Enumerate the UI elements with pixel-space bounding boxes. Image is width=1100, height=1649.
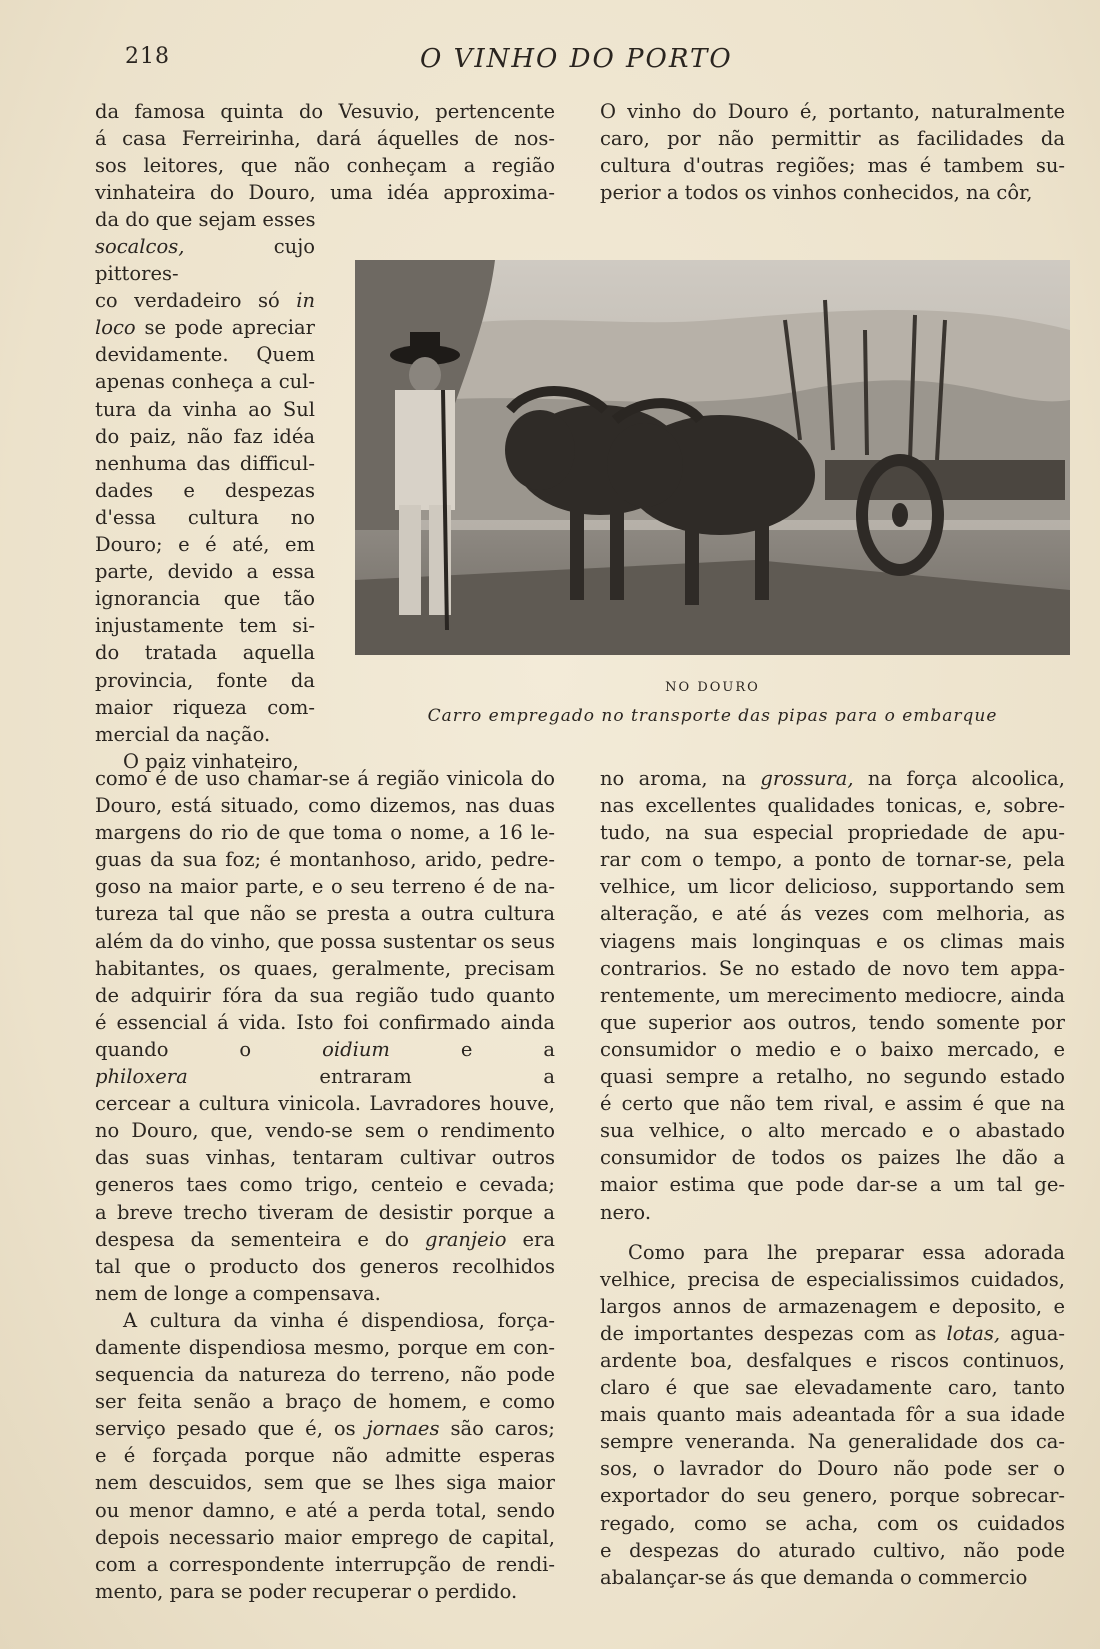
text-segment: cujo pittores- [95,235,315,286]
text-segment: A cultura da vinha é dispendiosa, força- [123,1308,555,1332]
text-line [95,423,315,450]
text-segment: cercear a cultura vinicola. Lavradores houve, [95,1092,555,1116]
page-number: 218 [125,44,170,69]
text-segment: é certo que não tem rival, e assim é que na [600,1092,1065,1116]
text-segment: regado, como se acha, com os cuidados [600,1511,1065,1535]
text-line: da famosa quinta do Vesuvio, pertencente [95,100,555,123]
text-segment: nem descuidos, sem que se lhes siga maior [95,1471,555,1495]
text-line [95,955,555,982]
text-line [95,1388,555,1415]
text-segment: abalançar-se ás que demanda o commercio [600,1565,1028,1589]
text-line [600,1537,1065,1564]
text-line [95,1415,555,1442]
text-segment: apenas conheça a cul- [95,370,315,394]
text-segment: largos annos de armazenagem e deposito, e [600,1294,1065,1318]
text-line [95,873,555,900]
text-line [600,1144,1065,1171]
text-segment: alteração, e até ás vezes com melhoria, as [600,902,1065,926]
text-line: vinhateira do Douro, uma idéa approxima- [95,181,555,205]
text-line [600,765,1065,792]
text-segment: nero. [600,1200,652,1224]
text-segment: rar com o tempo, a ponto de tornar-se, pela [600,848,1065,872]
italic-text: loco [95,316,136,340]
text-line [600,1171,1065,1198]
text-segment: de adquirir fóra da sua região tudo quanto [95,983,555,1007]
text-line [600,1455,1065,1482]
text-segment: margens do rio de que toma o nome, a 16 le- [95,821,555,845]
text-segment: exportador do seu genero, porque sobrecar- [600,1484,1065,1508]
text-line [600,1226,1065,1239]
column-right-top [600,98,1065,206]
text-line [95,928,555,955]
column-right-bottom [600,765,1065,1591]
text-line [600,955,1065,982]
text-line [95,1253,555,1280]
text-line [600,1117,1065,1144]
text-segment: e é forçada porque não admitte esperas [95,1444,555,1468]
text-line: da do que sejam esses [95,208,316,232]
italic-text: philoxera [95,1065,188,1089]
text-line [95,233,315,287]
text-segment: goso na maior parte, e o seu terreno é de na- [95,875,555,899]
text-segment: e despezas do aturado cultivo, não pode [600,1538,1065,1562]
text-segment: maior estima que pode dar-se a um tal ge- [600,1173,1065,1197]
text-segment: provincia, fonte da [95,668,315,692]
text-segment: viagens mais longinquas e os climas mais [600,929,1065,953]
text-line [600,819,1065,846]
text-line [95,819,555,846]
text-segment: tureza tal que não se presta a outra cultura [95,902,555,926]
text-line [95,1009,555,1036]
text-segment: do tratada aquella [95,641,315,665]
text-line [95,1171,555,1198]
text-segment: nenhuma das difficul- [95,451,315,475]
italic-text: oidium [322,1037,390,1061]
text-line [95,1334,555,1361]
text-segment: sequencia da natureza do terreno, não pode [95,1363,555,1387]
text-segment: quasi sempre a retalho, no segundo estado [600,1065,1065,1089]
text-segment: velhice, um licor delicioso, supportando sem [600,875,1065,899]
text-line [600,1347,1065,1374]
text-segment: quando o [95,1037,323,1061]
text-segment: no aroma, na [600,767,761,790]
text-line [95,477,315,504]
text-line [95,982,555,1009]
italic-text: socalcos, [95,235,185,258]
text-line [600,1374,1065,1401]
text-segment: como é de uso chamar-se á região vinicola do [95,767,555,790]
text-line [95,531,315,558]
text-segment: Douro, está situado, como dizemos, nas duas [95,794,555,818]
text-line [95,1551,555,1578]
text-segment: O paiz vinhateiro, [123,749,299,773]
text-line [600,1401,1065,1428]
text-line [600,1090,1065,1117]
text-line [95,667,315,694]
text-segment: ignorancia que tão [95,587,315,611]
text-line [600,1293,1065,1320]
text-segment: a breve trecho tiveram de desistir porque a [95,1200,555,1224]
text-line [600,1239,1065,1266]
photo-illustration [355,260,1070,655]
text-line [600,928,1065,955]
text-segment: mais quanto mais adeantada fôr a sua idade [600,1403,1065,1427]
text-segment: e a [389,1037,555,1061]
text-line [600,1199,1065,1226]
text-line [95,504,315,531]
text-segment: são caros; [439,1417,555,1441]
text-segment: é essencial á vida. Isto foi confirmado ainda [95,1010,555,1034]
text-line: sos leitores, que não conheçam a região [95,154,555,178]
text-line [600,1063,1065,1090]
text-line [95,314,315,341]
text-line [95,721,315,748]
italic-text: jornaes [366,1417,440,1441]
text-line: cultura d'outras regiões; mas é tambem su- [600,154,1065,178]
text-line [600,1036,1065,1063]
text-segment: das suas vinhas, tentaram cultivar outros [95,1146,555,1170]
text-line [95,585,315,612]
text-line: O vinho do Douro é, portanto, naturalmente [600,100,1065,123]
text-line [95,287,315,314]
running-title: O VINHO DO PORTO [420,44,733,74]
text-segment: velhice, precisa de especialissimos cuidados, [600,1267,1065,1291]
text-line [95,792,555,819]
text-line [95,846,555,873]
text-segment: de importantes despezas com as [600,1321,947,1345]
text-line [95,1144,555,1171]
text-line [95,1036,555,1063]
text-segment: injustamente tem si- [95,614,315,638]
text-segment: sempre veneranda. Na generalidade dos ca- [600,1430,1065,1454]
italic-text: lotas, [946,1321,1001,1345]
text-line: á casa Ferreirinha, dará áquelles de nos- [95,127,555,151]
text-segment: Como para lhe preparar essa adorada [628,1240,1065,1264]
text-segment: generos taes como trigo, centeio e cevada; [95,1173,555,1197]
column-left-bottom [95,765,555,1605]
text-line [95,765,555,792]
text-line [95,639,315,666]
text-line [600,1510,1065,1537]
text-line [95,1578,555,1605]
italic-text: granjeio [425,1227,507,1251]
text-segment: ou menor damno, e até a perda total, sendo [95,1498,555,1522]
text-segment: serviço pesado que é, os [95,1417,367,1441]
text-segment: mercial da nação. [95,722,271,746]
text-line [600,1482,1065,1509]
text-segment: maior riqueza com- [95,695,315,719]
text-segment: mento, para se poder recuperar o perdido. [95,1579,518,1603]
text-line [95,368,315,395]
text-segment: d'essa cultura no [95,505,315,529]
text-line [95,900,555,927]
column-left-narrow [95,233,315,775]
text-segment: depois necessario maior emprego de capital, [95,1525,555,1549]
text-segment: tal que o producto dos generos recolhidos [95,1254,555,1278]
text-line [95,558,315,585]
text-line [95,612,315,639]
text-line: perior a todos os vinhos conhecidos, na côr, [600,181,1033,205]
text-line [95,694,315,721]
text-segment: claro é que sae elevadamente caro, tanto [600,1376,1065,1400]
text-segment: que superior aos outros, tendo somente por [600,1010,1065,1034]
text-segment: ser feita senão a braço de homem, e como [95,1390,555,1414]
text-segment: parte, devido a essa [95,560,315,584]
text-line [600,982,1065,1009]
text-line [95,1361,555,1388]
text-line: caro, por não permittir as facilidades da [600,127,1065,151]
text-segment: rentemente, um merecimento mediocre, ainda [600,983,1065,1007]
text-line [95,1524,555,1551]
text-segment: consumidor o medio e o baixo mercado, e [600,1037,1065,1061]
text-segment: além da do vinho, que possa sustentar os seus [95,929,555,953]
text-segment: tura da vinha ao Sul [95,397,315,421]
text-segment: guas da sua foz; é montanhoso, arido, pedre- [95,848,555,872]
text-line [95,1280,555,1307]
text-line [600,846,1065,873]
text-segment: nas excellentes qualidades tonicas, e, sobre- [600,794,1065,818]
column-left-top [95,98,555,233]
italic-text: grossura, [760,767,854,790]
text-line [600,1320,1065,1347]
text-segment: sos, o lavrador do Douro não pode ser o [600,1457,1065,1481]
text-segment: consumidor de todos os paizes lhe dão a [600,1146,1065,1170]
text-line [95,1442,555,1469]
text-line [95,341,315,368]
text-line [95,1469,555,1496]
text-line [600,1428,1065,1455]
text-segment: co verdadeiro só [95,289,297,313]
text-line [600,792,1065,819]
italic-text: in [296,289,315,313]
text-line [600,873,1065,900]
text-line [95,1226,555,1253]
text-line [95,1199,555,1226]
photo-caption-title: NO DOURO [665,680,760,695]
text-segment: sua velhice, o alto mercado e o abastado [600,1119,1065,1143]
photo-caption: Carro empregado no transporte das pipas para o embarque [427,706,998,726]
text-segment: devidamente. Quem [95,343,315,367]
text-segment: na força alcoolica, [853,767,1065,790]
text-line [95,396,315,423]
text-segment: com a correspondente interrupção de rendi- [95,1552,555,1576]
text-segment: no Douro, que, vendo-se sem o rendimento [95,1119,555,1143]
text-line [95,450,315,477]
text-segment: se pode apreciar [135,316,315,340]
text-segment: do paiz, não faz idéa [95,424,315,448]
text-line [95,1307,555,1334]
text-segment: entraram a [187,1065,555,1089]
text-line [95,1117,555,1144]
text-segment: damente dispendiosa mesmo, porque em con- [95,1335,555,1359]
text-segment: ardente boa, desfalques e riscos continuos, [600,1348,1065,1372]
text-segment: tudo, na sua especial propriedade de apu- [600,821,1065,845]
text-line [600,900,1065,927]
text-segment: agua- [1000,1321,1065,1345]
text-line [600,1564,1065,1591]
text-segment: Douro; e é até, em [95,533,315,557]
text-segment: habitantes, os quaes, geralmente, precisam [95,956,555,980]
text-line [95,1063,555,1090]
text-line [600,1009,1065,1036]
text-segment: dades e despezas [95,478,315,502]
text-segment: era [506,1227,555,1251]
text-segment: contrarios. Se no estado de novo tem appa- [600,956,1065,980]
text-line [95,1090,555,1117]
text-line [95,1497,555,1524]
text-segment: nem de longe a compensava. [95,1281,381,1305]
text-line [600,1266,1065,1293]
text-segment: despesa da sementeira e do [95,1227,425,1251]
photograph-ox-cart [355,260,1070,655]
